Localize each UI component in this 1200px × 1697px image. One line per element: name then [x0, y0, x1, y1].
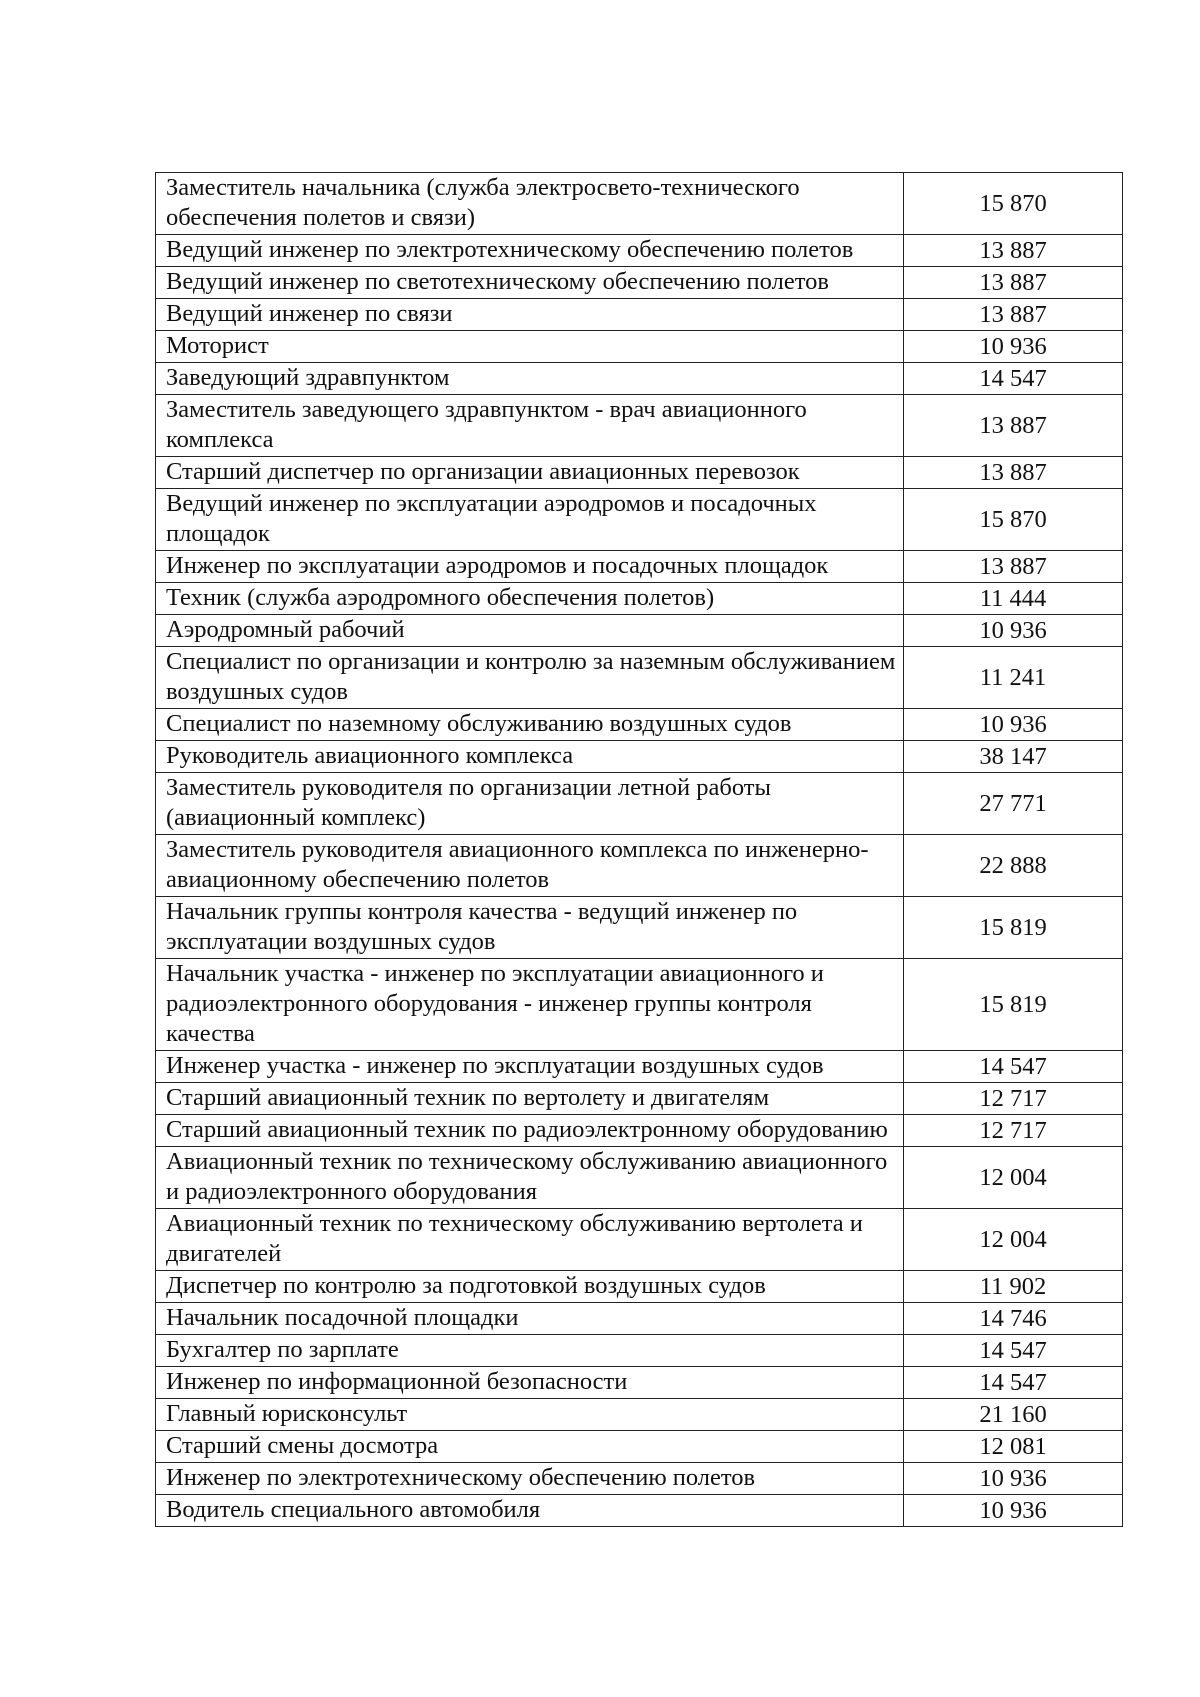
table-row — [156, 835, 1123, 897]
table-row — [156, 647, 1123, 709]
table-row — [156, 1335, 1123, 1367]
salary-cell: 15 870 — [904, 489, 1123, 551]
salary-cell: 11 902 — [904, 1271, 1123, 1303]
salary-cell: 12 717 — [904, 1115, 1123, 1147]
table-row — [156, 709, 1123, 741]
position-cell: Начальник посадочной площадки — [156, 1303, 904, 1335]
table-row — [156, 1083, 1123, 1115]
table-row — [156, 1115, 1123, 1147]
table-row — [156, 959, 1123, 1051]
position-cell: Заместитель руководителя авиационного комплекса по инженерно-авиационному обеспечению полетов — [156, 835, 904, 897]
position-cell: Руководитель авиационного комплекса — [156, 741, 904, 773]
salary-cell: 10 936 — [904, 615, 1123, 647]
table-row — [156, 1051, 1123, 1083]
position-cell: Аэродромный рабочий — [156, 615, 904, 647]
salary-cell: 38 147 — [904, 741, 1123, 773]
table-row — [156, 897, 1123, 959]
position-cell: Заместитель руководителя по организации летной работы (авиационный комплекс) — [156, 773, 904, 835]
position-cell: Авиационный техник по техническому обслуживанию авиационного и радиоэлектронного оборудования — [156, 1147, 904, 1209]
table-row — [156, 395, 1123, 457]
table-row — [156, 1271, 1123, 1303]
table-row — [156, 741, 1123, 773]
salary-cell: 10 936 — [904, 1495, 1123, 1527]
position-cell: Инженер по эксплуатации аэродромов и посадочных площадок — [156, 551, 904, 583]
salary-cell: 14 547 — [904, 1367, 1123, 1399]
table-row — [156, 457, 1123, 489]
table-row — [156, 1495, 1123, 1527]
salary-cell: 13 887 — [904, 457, 1123, 489]
position-cell: Инженер по электротехническому обеспечению полетов — [156, 1463, 904, 1495]
salary-cell: 12 004 — [904, 1147, 1123, 1209]
table-row — [156, 615, 1123, 647]
table-row — [156, 773, 1123, 835]
position-cell: Бухгалтер по зарплате — [156, 1335, 904, 1367]
salary-cell: 14 547 — [904, 1335, 1123, 1367]
position-cell: Специалист по наземному обслуживанию воздушных судов — [156, 709, 904, 741]
salary-cell: 14 547 — [904, 1051, 1123, 1083]
salary-cell: 13 887 — [904, 235, 1123, 267]
salary-cell: 11 444 — [904, 583, 1123, 615]
table-row — [156, 489, 1123, 551]
position-cell: Заведующий здравпунктом — [156, 363, 904, 395]
position-cell: Ведущий инженер по связи — [156, 299, 904, 331]
salary-cell: 13 887 — [904, 299, 1123, 331]
table-row — [156, 1147, 1123, 1209]
table-row — [156, 299, 1123, 331]
table-row — [156, 173, 1123, 235]
position-cell: Водитель специального автомобиля — [156, 1495, 904, 1527]
position-cell: Ведущий инженер по электротехническому обеспечению полетов — [156, 235, 904, 267]
salary-cell: 10 936 — [904, 709, 1123, 741]
table-row — [156, 1303, 1123, 1335]
salary-cell: 21 160 — [904, 1399, 1123, 1431]
table-row — [156, 331, 1123, 363]
salary-cell: 12 004 — [904, 1209, 1123, 1271]
position-cell: Ведущий инженер по эксплуатации аэродромов и посадочных площадок — [156, 489, 904, 551]
table-row — [156, 1399, 1123, 1431]
salary-cell: 15 870 — [904, 173, 1123, 235]
position-cell: Техник (служба аэродромного обеспечения полетов) — [156, 583, 904, 615]
table-row — [156, 1463, 1123, 1495]
table-row — [156, 1431, 1123, 1463]
table-row — [156, 235, 1123, 267]
salary-cell: 10 936 — [904, 331, 1123, 363]
position-cell: Ведущий инженер по светотехническому обеспечению полетов — [156, 267, 904, 299]
position-cell: Моторист — [156, 331, 904, 363]
salary-cell: 22 888 — [904, 835, 1123, 897]
position-cell: Старший авиационный техник по вертолету и двигателям — [156, 1083, 904, 1115]
salary-cell: 15 819 — [904, 959, 1123, 1051]
position-cell: Начальник группы контроля качества - ведущий инженер по эксплуатации воздушных судов — [156, 897, 904, 959]
salary-table — [155, 172, 1123, 1527]
position-cell: Диспетчер по контролю за подготовкой воздушных судов — [156, 1271, 904, 1303]
salary-cell: 12 081 — [904, 1431, 1123, 1463]
position-cell: Начальник участка - инженер по эксплуатации авиационного и радиоэлектронного оборудования - инженер группы контроля качества — [156, 959, 904, 1051]
position-cell: Специалист по организации и контролю за наземным обслуживанием воздушных судов — [156, 647, 904, 709]
salary-cell: 14 746 — [904, 1303, 1123, 1335]
position-cell: Инженер участка - инженер по эксплуатации воздушных судов — [156, 1051, 904, 1083]
salary-cell: 10 936 — [904, 1463, 1123, 1495]
position-cell: Старший авиационный техник по радиоэлектронному оборудованию — [156, 1115, 904, 1147]
position-cell: Главный юрисконсульт — [156, 1399, 904, 1431]
table-row — [156, 267, 1123, 299]
position-cell: Заместитель заведующего здравпунктом - врач авиационного комплекса — [156, 395, 904, 457]
table-row — [156, 583, 1123, 615]
position-cell: Старший диспетчер по организации авиационных перевозок — [156, 457, 904, 489]
salary-cell: 13 887 — [904, 551, 1123, 583]
table-row — [156, 363, 1123, 395]
position-cell: Инженер по информационной безопасности — [156, 1367, 904, 1399]
salary-cell: 13 887 — [904, 267, 1123, 299]
position-cell: Старший смены досмотра — [156, 1431, 904, 1463]
table-row — [156, 1367, 1123, 1399]
salary-cell: 12 717 — [904, 1083, 1123, 1115]
table-row — [156, 551, 1123, 583]
salary-cell: 14 547 — [904, 363, 1123, 395]
salary-cell: 27 771 — [904, 773, 1123, 835]
salary-cell: 13 887 — [904, 395, 1123, 457]
position-cell: Авиационный техник по техническому обслуживанию вертолета и двигателей — [156, 1209, 904, 1271]
salary-cell: 15 819 — [904, 897, 1123, 959]
salary-cell: 11 241 — [904, 647, 1123, 709]
position-cell: Заместитель начальника (служба электросвето-технического обеспечения полетов и связи) — [156, 173, 904, 235]
table-row — [156, 1209, 1123, 1271]
